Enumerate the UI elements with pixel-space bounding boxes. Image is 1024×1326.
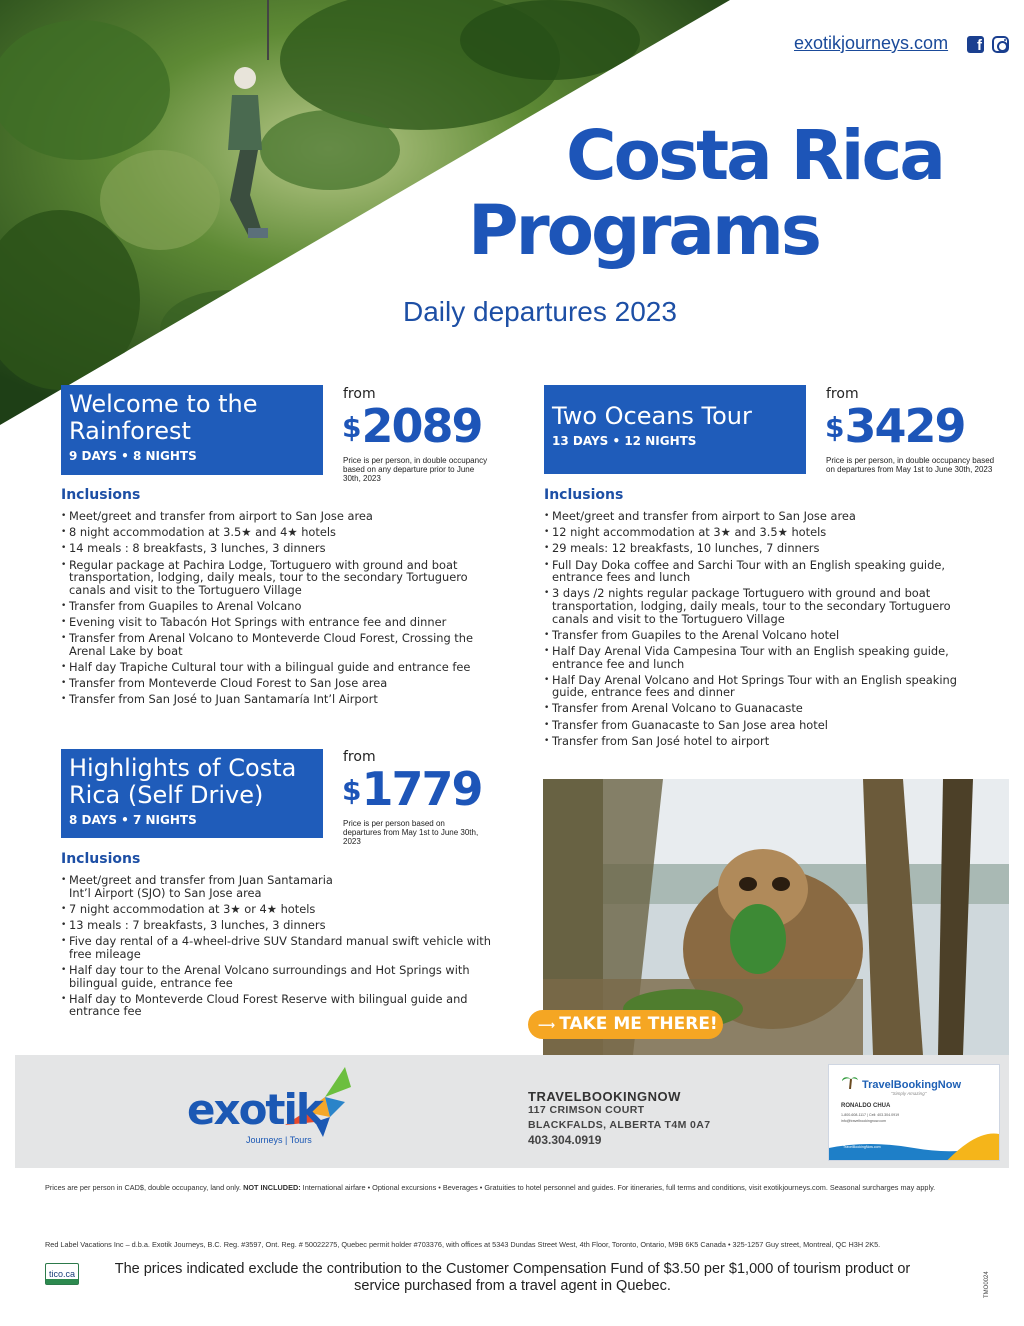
price-note: Price is per person, in double occupancy based on departures from May 1st to June 30th, 2023 bbox=[826, 456, 995, 474]
list-item: • 7 night accommodation at 3★ or 4★ hotels bbox=[61, 903, 491, 916]
list-item: • Full Day Doka coffee and Sarchi Tour with an English speaking guide, entrance fees and lunch bbox=[544, 559, 984, 584]
program-duration: 9 DAYS • 8 NIGHTS bbox=[69, 449, 197, 463]
inclusions-list-rainforest bbox=[61, 510, 501, 710]
legal-notice: Red Label Vacations Inc – d.b.a. Exotik Journeys, B.C. Reg. #3597, Ont. Reg. # 50022275, Quebec permit holder #703376, with offices at 5343 Dundas Street West, 4th Floor, Toronto, Ontario, M9B 6K5 Canada • 325-1257 Guy street, Montreal, QC H3H 2K5. bbox=[45, 1240, 881, 1249]
agency-address-1: 117 CRIMSON COURT bbox=[528, 1104, 645, 1116]
list-item: • Evening visit to Tabacón Hot Springs with entrance fee and dinner bbox=[61, 616, 501, 629]
inclusions-list-highlights bbox=[61, 874, 491, 1022]
list-item: • 12 night accommodation at 3★ and 3.5★ hotels bbox=[544, 526, 984, 539]
inclusions-heading: Inclusions bbox=[61, 487, 141, 503]
list-item: • Half day to Monteverde Cloud Forest Reserve with bilingual guide and entrance fee bbox=[61, 993, 491, 1018]
arrow-right-icon: ⟶ bbox=[538, 1018, 556, 1032]
page-title-line-1: Costa Rica bbox=[566, 116, 943, 196]
agency-address-2: BLACKFALDS, ALBERTA T4M 0A7 bbox=[528, 1119, 711, 1131]
price-from-label: from bbox=[343, 749, 376, 765]
agency-name: TRAVELBOOKINGNOW bbox=[528, 1089, 681, 1104]
card-brand: TravelBookingNow bbox=[862, 1079, 962, 1091]
facebook-icon[interactable]: f bbox=[967, 36, 984, 53]
price-from-label: from bbox=[826, 386, 859, 402]
list-item: • Half Day Arenal Vida Campesina Tour with an English speaking guide, entrance fee and lunch bbox=[544, 645, 984, 670]
list-item: • 14 meals : 8 breakfasts, 3 lunches, 3 dinners bbox=[61, 542, 501, 555]
list-item: • Transfer from Guanacaste to San Jose area hotel bbox=[544, 719, 984, 732]
list-item: • 3 days /2 nights regular package Tortuguero with ground and boat transportation, lodging, daily meals, tour to the secondary Tortuguero canals and visit to the Tortuguero Village bbox=[544, 587, 984, 625]
program-name: Welcome to the Rainforest bbox=[69, 390, 258, 445]
program-title-box-two-oceans bbox=[544, 385, 806, 474]
list-item: • Transfer from Monteverde Cloud Forest to San Jose area bbox=[61, 677, 501, 690]
list-item: • Transfer from San José hotel to airport bbox=[544, 735, 984, 748]
list-item: • Half day tour to the Arenal Volcano surroundings and Hot Springs with bilingual guide, entrance fee bbox=[61, 964, 491, 989]
card-tagline: "Simply Amazing" bbox=[891, 1091, 927, 1096]
list-item: • 8 night accommodation at 3.5★ and 4★ hotels bbox=[61, 526, 501, 539]
list-item: • Five day rental of a 4-wheel-drive SUV Standard manual swift vehicle with free mileage bbox=[61, 935, 491, 960]
price-note: Price is per person, in double occupancy based on any departure prior to June 30th, 2023 bbox=[343, 456, 488, 483]
program-name: Two Oceans Tour bbox=[552, 402, 752, 430]
list-item: • Transfer from Arenal Volcano to Monteverde Cloud Forest, Crossing the Arenal Lake by boat bbox=[61, 632, 501, 657]
page-subtitle: Daily departures 2023 bbox=[403, 296, 677, 327]
prices-disclaimer: Prices are per person in CAD$, double occupancy, land only. NOT INCLUDED: International airfare • Optional excursions • Beverages • Gratuities to hotel personnel and guides. For itineraries, full terms and conditions, visit exotikjourneys.com. Seasonal surcharges may apply. bbox=[45, 1183, 936, 1192]
list-item: • Transfer from Guapiles to the Arenal Volcano hotel bbox=[544, 629, 984, 642]
list-item: • Meet/greet and transfer from airport to San Jose area bbox=[61, 510, 501, 523]
list-item: • 29 meals: 12 breakfasts, 10 lunches, 7 dinners bbox=[544, 542, 984, 555]
exotik-logo: exotik bbox=[187, 1085, 322, 1134]
list-item: • 13 meals : 7 breakfasts, 3 lunches, 3 dinners bbox=[61, 919, 491, 932]
list-item: • Transfer from Arenal Volcano to Guanacaste bbox=[544, 702, 984, 715]
program-price-rainforest: $2089 bbox=[342, 399, 482, 453]
list-item: • Regular package at Pachira Lodge, Tortuguero with ground and boat transportation, lodging, daily meals, tour to the secondary Tortuguero canals and visit to the Tortuguero Village bbox=[61, 559, 501, 597]
card-agent-name: RONALDO CHUA bbox=[841, 1103, 891, 1109]
program-name: Highlights of Costa Rica (Self Drive) bbox=[69, 754, 297, 809]
program-duration: 8 DAYS • 7 NIGHTS bbox=[69, 813, 197, 827]
tico-logo: tico.ca bbox=[45, 1263, 79, 1285]
program-duration: 13 DAYS • 12 NIGHTS bbox=[552, 434, 697, 448]
website-link[interactable]: exotikjourneys.com bbox=[794, 33, 949, 53]
take-me-there-button[interactable]: ⟶ TAKE ME THERE! bbox=[528, 1010, 723, 1039]
agency-phone[interactable]: 403.304.0919 bbox=[528, 1133, 602, 1147]
list-item: • Transfer from San José to Juan Santamaría Int’l Airport bbox=[61, 693, 501, 706]
price-from-label: from bbox=[343, 386, 376, 402]
list-item: • Half day Trapiche Cultural tour with a bilingual guide and entrance fee bbox=[61, 661, 501, 674]
agent-business-card bbox=[828, 1064, 1000, 1161]
inclusions-heading: Inclusions bbox=[544, 487, 624, 503]
inclusions-heading: Inclusions bbox=[61, 851, 141, 867]
card-phone-line: 1-800-608-1117 | Cell: 403.304.0919 bbox=[841, 1113, 900, 1117]
price-note: Price is per person based on departures from May 1st to June 30th, 2023 bbox=[343, 819, 479, 846]
quebec-fund-notice: The prices indicated exclude the contribution to the Customer Compensation Fund of $3.50 per $1,000 of tourism product or service purchased from a travel agent in Quebec. bbox=[114, 1261, 911, 1294]
palm-tree-icon bbox=[841, 1073, 859, 1089]
inclusions-list-two-oceans bbox=[544, 510, 984, 751]
program-price-highlights: $1779 bbox=[342, 762, 482, 816]
instagram-icon[interactable] bbox=[992, 36, 1009, 53]
program-title-box-rainforest bbox=[61, 385, 323, 475]
list-item: • Meet/greet and transfer from Juan Santamaria Int’l Airport (SJO) to San Jose area bbox=[61, 874, 351, 899]
list-item: • Transfer from Guapiles to Arenal Volcano bbox=[61, 600, 501, 613]
card-website-line: TravelBookingNow.com bbox=[843, 1145, 881, 1149]
logo-tagline: Journeys | Tours bbox=[246, 1135, 312, 1145]
list-item: • Meet/greet and transfer from airport to San Jose area bbox=[544, 510, 984, 523]
document-code: TMO0024 bbox=[984, 1271, 990, 1298]
program-price-two-oceans: $3429 bbox=[825, 399, 965, 453]
card-email-line: info@travelbookingnow.com bbox=[841, 1119, 887, 1123]
list-item: • Half Day Arenal Volcano and Hot Springs Tour with an English speaking guide, entrance fees and dinner bbox=[544, 674, 984, 699]
page-title-line-2: Programs bbox=[468, 191, 819, 271]
program-title-box-highlights bbox=[61, 749, 323, 838]
